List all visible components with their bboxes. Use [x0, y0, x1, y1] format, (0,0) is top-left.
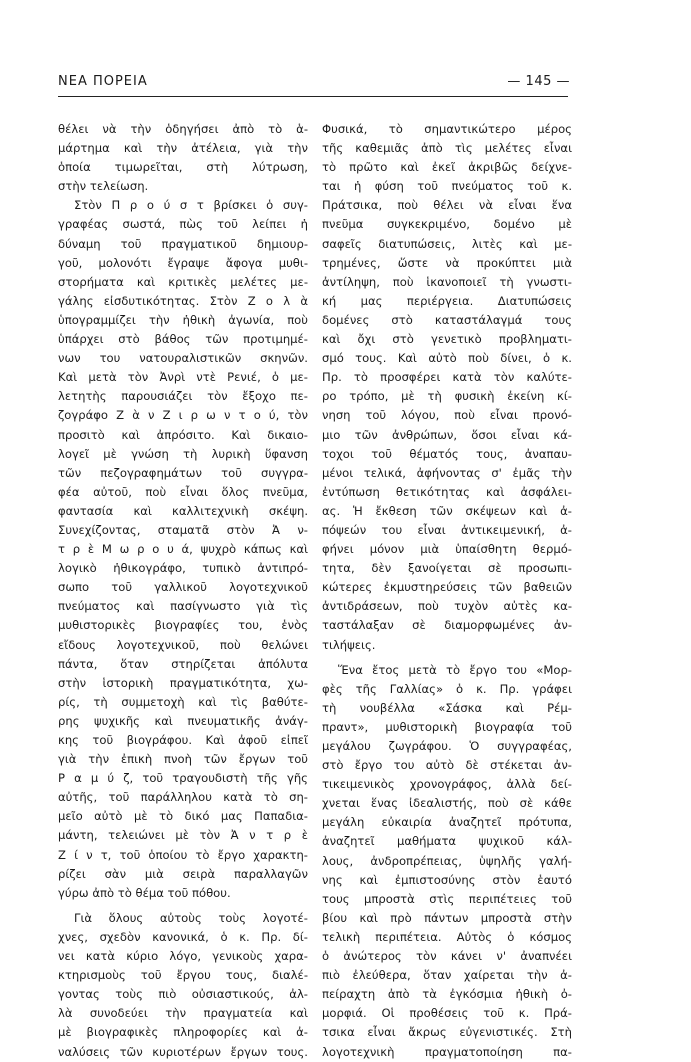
text-line: τ ρ ὲ Μ ω ρ ο υ ά, ψυχρὸ κάπως καὶ [58, 542, 308, 557]
text-line: τρημένες, ὥστε νὰ προκύπτει μιὰ [322, 255, 572, 270]
text-line: ας. Ἡ ἔκθεση τῶν σκέψεων καὶ ἀ- [322, 503, 572, 518]
header-rule [58, 96, 568, 97]
right-column [322, 120, 572, 1062]
text-line: ἀντίληψη, ποὺ ἱκανοποιεῖ τὴ γνωστι- [322, 274, 572, 289]
text-line: τητα, δὲν ξανοίγεται σὲ προσωπι- [322, 561, 572, 576]
text-line: ρης ψυχικῆς καὶ πνευματικῆς ἀνάγ- [58, 713, 308, 728]
text-line: τικειμενικὸς χρονογράφος, ἀλλὰ δεί- [322, 777, 572, 792]
text-line: νων του νατουραλιστικῶν σκηνῶν. [58, 351, 308, 366]
text-line: γύρω ἀπὸ τὸ θέμα τοῦ πόθου. [58, 885, 231, 900]
text-line: Γιὰ ὅλους αὐτοὺς τοὺς λογοτέ- [74, 910, 308, 925]
text-line: φὲς τῆς Γαλλίας» ὁ κ. Πρ. γράφει [322, 681, 572, 696]
text-line: καὶ ὄχι στὸ γενετικὸ προβληματι- [322, 332, 572, 347]
text-line: Πράτσικα, ποὺ θέλει νὰ εἶναι ἕνα [322, 198, 572, 213]
text-line: λὰ συνοδεύει τὴν πραγματεία καὶ [58, 1006, 308, 1021]
text-line: μεγάλου ζωγράφου. Ὁ συγγραφέας, [322, 739, 572, 753]
text-line: ται ἡ φύση τοῦ πνεύματος τοῦ κ. [322, 179, 572, 194]
text-line: ταστάλαξαν σὲ διαμορφωμένες ἀν- [322, 618, 572, 633]
text-line: ζογράφο Ζ ὰ ν Ζ ι ρ ω ν τ ο ύ, τὸν [58, 408, 308, 423]
text-line: ὁποία τιμωρεῖται, στὴ λύτρωση, [58, 160, 308, 175]
text-line: Πρ. τὸ προσφέρει κατὰ τὸν καλύτε- [322, 370, 572, 385]
text-line: ὑπογραμμίζει τὴν ἠθικὴ ἀγωνία, ποὺ [58, 312, 308, 327]
text-line: Στὸν Π ρ ο ύ σ τ βρίσκει ὁ συγ- [74, 198, 308, 213]
text-line: φήνει μόνον μιὰ ὑπαίσθητη θερμό- [322, 542, 572, 557]
text-line: ρίς, τὴ συμμετοχὴ καὶ τὶς βαθύτε- [58, 694, 308, 709]
text-line: μένοι τελικά, ἀφήνοντας σ' ἐμᾶς τὴν [322, 465, 572, 480]
text-line: αὐτῆς, τοῦ παράλληλου κατὰ τὸ ση- [58, 790, 308, 805]
text-line: ρο τρόπο, μὲ τὴ φυσικὴ ἐκείνη κί- [322, 389, 572, 404]
text-line: βίου καὶ πρὸ πάντων μπροστὰ στὴν [322, 910, 572, 925]
text-line: χνες, σχεδὸν κανονικά, ὁ κ. Πρ. δί- [58, 929, 308, 944]
text-line: ἀντιδράσεων, ποὺ τυχὸν αὐτὲς κα- [322, 599, 572, 614]
text-line: γάλης εἰσδυτικότητας. Στὸν Ζ ο λ ὰ [58, 293, 308, 308]
text-line: κης τοῦ βιογράφου. Καὶ ἀφοῦ εἰπεῖ [58, 733, 308, 747]
text-line: θέλει νὰ τὴν ὁδηγήσει ἀπὸ τὸ ἁ- [58, 122, 308, 136]
text-line: τελικὴ περιπέτεια. Αὐτὸς ὁ κόσμος [322, 929, 572, 944]
text-line: ἐντύπωση θετικότητας καὶ ἀσφάλει- [322, 484, 572, 499]
text-line: τους μπροστὰ στὶς περιπέτειες τοῦ [322, 891, 572, 906]
text-line: Καὶ μετὰ τὸν Ἀνρὶ ντὲ Ρενιέ, ὁ με- [58, 370, 308, 385]
text-line: μάρτημα καὶ τὴν ἀτέλεια, γιὰ τὴν [58, 141, 308, 156]
text-line: λους, ἀνδροπρέπειας, ὑψηλῆς γαλή- [322, 853, 572, 868]
text-line: τῶν πεζογραφημάτων τοῦ συγγρα- [58, 465, 308, 480]
text-line: στὴν τελείωση. [58, 179, 149, 194]
text-line: τῆς καθεμιᾶς ἀπὸ τὶς μελέτες εἶναι [322, 141, 572, 156]
text-line: μεγάλη εὐκαιρία ἀναζητεῖ πρότυπα, [322, 815, 572, 830]
text-line: τοχοι τοῦ θέματός τους, ἀναπαυ- [322, 446, 572, 461]
text-line: Ρ α μ ύ ζ, τοῦ τραγουδιστὴ τῆς γῆς [58, 771, 308, 786]
text-line: κτηρισμοὺς τοῦ ἔργου τους, διαλέ- [58, 968, 308, 983]
text-line: ἀναζητεῖ μαθήματα ψυχικοῦ κάλ- [322, 834, 572, 849]
text-line: τσικα εἶναι ἄκρως εὐγενιστικές. Στὴ [322, 1025, 572, 1040]
text-line: τὴ νουβέλλα «Σάσκα καὶ Ρέμ- [322, 700, 572, 715]
text-line: λογεῖ μὲ γνώση τὴ λυρικὴ ὕφανση [58, 446, 308, 461]
text-line: Φυσικά, τὸ σημαντικώτερο μέρος [322, 122, 572, 136]
text-line: μορφιά. Οἱ προθέσεις τοῦ κ. Πρά- [322, 1006, 572, 1021]
text-line: ὑπάρχει στὸ βάθος τῶν προτιμημέ- [58, 332, 308, 347]
running-header [58, 74, 570, 96]
text-line: στὸ ἔργο του αὐτὸ δὲ στέκεται ἀν- [322, 758, 572, 773]
text-line: τιλήψεις. [322, 637, 376, 652]
text-line: σαφεῖς διατυπώσεις, λιτὲς καὶ με- [322, 236, 572, 251]
text-line: γοντας τοὺς πιὸ οὐσιαστικούς, ἀλ- [58, 987, 308, 1002]
text-line: νης καὶ ἐμπιστοσύνης στὸν ἑαυτό [322, 872, 572, 887]
text-line: ρίζει σὰν μιὰ σειρὰ παραλλαγῶν [58, 866, 308, 881]
journal-title: ΝΕΑ ΠΟΡΕΙΑ [58, 74, 148, 89]
text-line: πνεύματος καὶ πασίγνωστο γιὰ τὶς [58, 599, 308, 614]
text-line: πιὸ ἐλεύθερα, ὅταν χαίρεται τὴν ἀ- [322, 968, 572, 983]
text-line: κή μας περιέργεια. Διατυπώσεις [322, 293, 572, 308]
text-line: τὸ πρῶτο καὶ ἐκεῖ ἀκριβῶς δείχνε- [322, 160, 572, 175]
text-line: πόψεών του εἶναι ἀντικειμενική, ἀ- [322, 522, 572, 537]
text-line: γραφέας σωστά, πὼς τοῦ λείπει ἡ [58, 217, 308, 232]
text-line: μιο τῶν ἀνθρώπων, ὅσοι εἶναι κά- [322, 427, 572, 442]
text-line: ναλύσεις τῶν κυριοτέρων ἔργων τους. [58, 1044, 308, 1059]
text-line: μυθιστορικὲς βιογραφίες του, ἑνὸς [58, 618, 308, 633]
text-line: Συνεχίζοντας, σταματᾶ στὸν Ἀ ν- [58, 522, 308, 537]
page-number: — 145 — [507, 74, 570, 89]
text-line: γοῦ, μολονότι ἔγραψε ἄφογα μυθι- [58, 255, 308, 270]
text-line: πείραχτη ἀπὸ τὰ ἐγκόσμια ἠθικὴ ὀ- [322, 987, 572, 1002]
text-line: πραντ», μυθιστορικὴ βιογραφία τοῦ [322, 719, 572, 734]
text-line: δύναμη τοῦ πραγματικοῦ δημιουρ- [58, 236, 308, 251]
text-line: σωπο τοῦ γαλλικοῦ λογοτεχνικοῦ [58, 580, 308, 595]
text-line: Ἕνα ἔτος μετὰ τὸ ἔργο του «Μορ- [338, 662, 572, 677]
text-line: δομένες στὸ καταστάλαγμά τους [322, 312, 572, 327]
text-line: μεῖο αὐτὸ μὲ τὸ δικό μας Παπαδια- [58, 809, 308, 824]
text-line: λετητὴς παρουσιάζει τὸν ἔξοχο πε- [58, 389, 308, 404]
text-line: στορήματα καὶ κριτικὲς μελέτες με- [58, 274, 308, 289]
text-line: στὴν ἱστορικὴ πραγματικότητα, χω- [58, 675, 308, 690]
text-line: φαντασία καὶ καλλιτεχνικὴ σκέψη. [58, 503, 308, 518]
text-line: γιὰ τὴν ἐπικὴ πνοὴ τῶν ἔργων τοῦ [58, 752, 308, 767]
text-line: φέα αὐτοῦ, ποὺ εἶναι ὅλος πνεῦμα, [58, 484, 308, 499]
text-line: πνεῦμα συγκεκριμένο, δομένο μὲ [322, 217, 572, 232]
text-line: κώτερες ἐκμυστηρεύσεις τῶν βαθειῶν [322, 580, 572, 595]
text-line: χνεται ἕνας ἰδεαλιστής, ποὺ σὲ κάθε [322, 796, 572, 811]
text-line: εἴδους λογοτεχνικοῦ, ποὺ θελώνει [58, 637, 308, 652]
text-line: λογικὸ ἠθικογράφο, τυπικὸ ἀντιπρό- [58, 561, 308, 576]
text-line: Ζ ί ν τ, τοῦ ὁποίου τὸ ἔργο χαρακτη- [58, 847, 308, 862]
text-line: λογοτεχνικὴ πραγματοποίηση πα- [322, 1044, 572, 1059]
text-line: σμό τους. Καὶ αὐτὸ ποὺ δίνει, ὁ κ. [322, 351, 572, 366]
text-line: ὁ ἀνώτερος τὸν κάνει ν' ἀναπνέει [322, 949, 572, 964]
text-line: προσιτὸ καὶ ἀπρόσιτο. Καὶ δικαιο- [58, 427, 308, 442]
text-line: πάντα, ὅταν στηρίζεται ἀπόλυτα [58, 656, 308, 671]
text-line: νει κατὰ κύριο λόγο, γενικοὺς χαρα- [58, 949, 308, 964]
text-line: μὲ βιογραφικὲς πληροφορίες καὶ ἀ- [58, 1025, 308, 1040]
left-column [58, 120, 308, 1062]
text-line: νηση τοῦ λόγου, ποὺ εἶναι προνό- [322, 408, 572, 423]
text-line: μάντη, τελειώνει μὲ τὸν Ἀ ν τ ρ ὲ [58, 828, 308, 843]
